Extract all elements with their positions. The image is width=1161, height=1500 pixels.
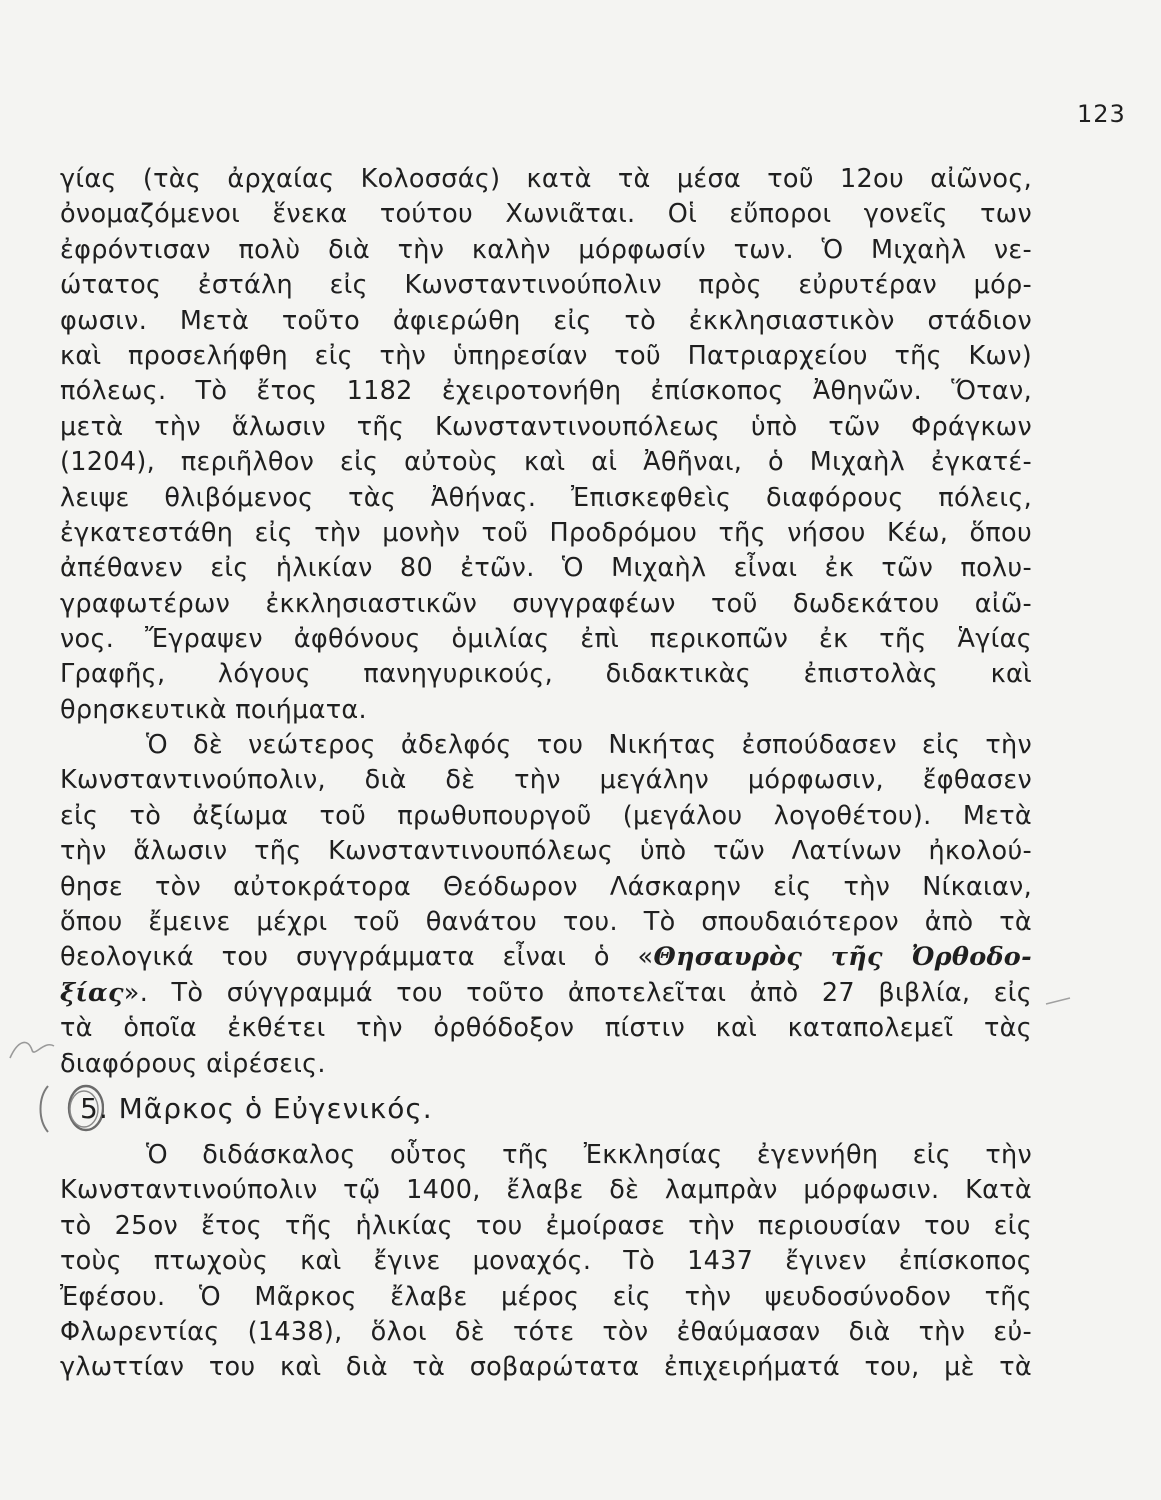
page-number: 123: [1077, 100, 1126, 128]
text-segment: ». Τὸ σύγγραμμά του τοῦτο ἀποτελεῖται ἀπὸ 27 βιβλία, εἰς: [123, 977, 1032, 1008]
pencil-scribble-icon: [4, 1028, 64, 1068]
text-line: τοὺς πτωχοὺς καὶ ἔγινε μοναχός. Τὸ 1437 ἔγινεν ἐπίσκοπος: [60, 1246, 1032, 1277]
text-line: διαφόρους αἱρέσεις.: [60, 1048, 326, 1079]
text-line: θρησκευτικὰ ποιήματα.: [60, 694, 367, 725]
text-line: μετὰ τὴν ἅλωσιν τῆς Κωνσταντινουπόλεως ὑπὸ τῶν Φράγκων: [60, 411, 1032, 442]
section-heading: 5. Μᾶρκος ὁ Εὐγενικός.: [80, 1092, 433, 1125]
text-line: [60, 940, 1032, 975]
work-title-cont: ξίας: [60, 977, 124, 1008]
text-line: γραφωτέρων ἐκκλησιαστικῶν συγγραφέων τοῦ δωδεκάτου αἰῶ-: [60, 588, 1032, 619]
text-segment: θεολογικά του συγγράμματα εἶναι ὁ «: [60, 942, 654, 973]
text-line: γίας (τὰς ἀρχαίας Κολοσσάς) κατὰ τὰ μέσα τοῦ 12ου αἰῶνος,: [60, 164, 1032, 194]
text-line: πόλεως. Τὸ ἔτος 1182 ἐχειροτονήθη ἐπίσκοπος Ἀθηνῶν. Ὅταν,: [60, 376, 1032, 407]
text-line: ώτατος ἐστάλη εἰς Κωνσταντινούπολιν πρὸς εὐρυτέραν μόρ-: [60, 270, 1032, 301]
text-line: καὶ προσελήφθη εἰς τὴν ὑπηρεσίαν τοῦ Πατριαρχείου τῆς Κων): [60, 340, 1032, 371]
text-line: τὰ ὁποῖα ἐκθέτει τὴν ὀρθόδοξον πίστιν καὶ καταπολεμεῖ τὰς: [60, 1013, 1032, 1044]
text-line: ὅπου ἔμεινε μέχρι τοῦ θανάτου του. Τὸ σπουδαιότερον ἀπὸ τὰ: [60, 906, 1032, 937]
paragraph-1: [60, 162, 1032, 728]
text-line: θησε τὸν αὐτοκράτορα Θεόδωρον Λάσκαρην εἰς τὴν Νίκαιαν,: [60, 871, 1032, 902]
text-line: τὸ 25ον ἔτος τῆς ἡλικίας του ἐμοίρασε τὴν περιουσίαν του εἰς: [60, 1210, 1032, 1241]
text-line: Ὁ διδάσκαλος οὗτος τῆς Ἐκκλησίας ἐγεννήθη εἰς τὴν: [146, 1140, 1032, 1170]
text-line: Γραφῆς, λόγους πανηγυρικούς, διδακτικὰς ἐπιστολὰς καὶ: [60, 659, 1032, 690]
text-line: ἐγκατεστάθη εἰς τὴν μονὴν τοῦ Προδρόμου τῆς νήσου Κέω, ὅπου: [60, 517, 1032, 548]
paragraph-3: [60, 1138, 1032, 1386]
text-line: Ὁ δὲ νεώτερος ἀδελφός του Νικήτας ἐσπούδασεν εἰς τὴν: [146, 730, 1032, 760]
text-line: νος. Ἔγραψεν ἀφθόνους ὁμιλίας ἐπὶ περικοπῶν ἐκ τῆς Ἁγίας: [60, 624, 1032, 655]
text-line: εἰς τὸ ἀξίωμα τοῦ πρωθυπουργοῦ (μεγάλου λογοθέτου). Μετὰ: [60, 800, 1032, 831]
text-line: Κωνσταντινούπολιν, διὰ δὲ τὴν μεγάλην μόρφωσιν, ἔφθασεν: [60, 765, 1032, 796]
text-line: ὀνομαζόμενοι ἕνεκα τούτου Χωνιᾶται. Οἱ εὔποροι γονεῖς των: [60, 199, 1032, 230]
pencil-tick-icon: [1044, 994, 1074, 1008]
text-line: ἐφρόντισαν πολὺ διὰ τὴν καλὴν μόρφωσίν των. Ὁ Μιχαὴλ νε-: [60, 234, 1032, 265]
work-title: Θησαυρὸς τῆς Ὀρθοδο-: [653, 942, 1032, 973]
paragraph-2: [60, 728, 1032, 1082]
text-line: Φλωρεντίας (1438), ὅλοι δὲ τότε τὸν ἐθαύμασαν διὰ τὴν εὐ-: [60, 1316, 1032, 1347]
text-line: φωσιν. Μετὰ τοῦτο ἀφιερώθη εἰς τὸ ἐκκλησιαστικὸν στάδιον: [60, 305, 1032, 336]
text-line: [60, 976, 1032, 1011]
text-line: Ἐφέσου. Ὁ Μᾶρκος ἔλαβε μέρος εἰς τὴν ψευδοσύνοδον τῆς: [60, 1281, 1032, 1312]
text-line: ἀπέθανεν εἰς ἡλικίαν 80 ἐτῶν. Ὁ Μιχαὴλ εἶναι ἐκ τῶν πολυ-: [60, 553, 1032, 584]
text-line: τὴν ἅλωσιν τῆς Κωνσταντινουπόλεως ὑπὸ τῶν Λατίνων ἠκολού-: [60, 836, 1032, 867]
text-line: Κωνσταντινούπολιν τῷ 1400, ἔλαβε δὲ λαμπρὰν μόρφωσιν. Κατὰ: [60, 1175, 1032, 1206]
text-line: λειψε θλιβόμενος τὰς Ἀθήνας. Ἐπισκεφθεὶς διαφόρους πόλεις,: [60, 482, 1032, 513]
text-line: γλωττίαν του καὶ διὰ τὰ σοβαρώτατα ἐπιχειρήματά του, μὲ τὰ: [60, 1352, 1032, 1383]
text-line: (1204), περιῆλθον εἰς αὐτοὺς καὶ αἱ Ἀθῆναι, ὁ Μιχαὴλ ἐγκατέ-: [60, 447, 1032, 478]
